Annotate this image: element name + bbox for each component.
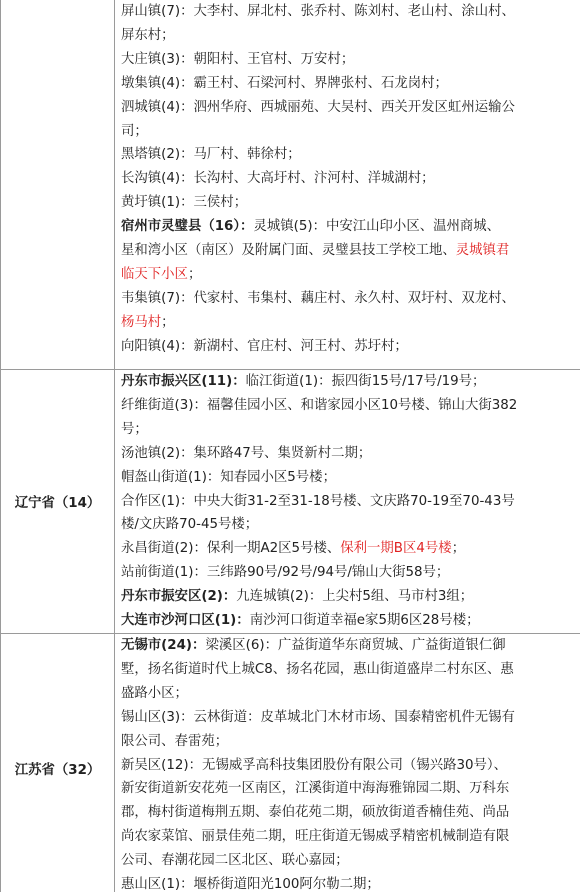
list-item [121, 418, 580, 442]
area-text: 灵城镇(5)：中安江山印小区、温州商城、 [253, 219, 501, 235]
area-text: 屏东村； [121, 27, 175, 43]
list-item [121, 873, 580, 892]
highlighted-area-text: 保利一期B区4号楼 [340, 541, 452, 557]
list-item [121, 0, 580, 24]
table-row [1, 0, 580, 370]
area-text: 锡山区(3)：云林街道：皮革城北门木材市场、国泰精密机件无锡有 [121, 709, 515, 725]
list-item [121, 335, 580, 359]
area-text: 站前街道(1)：三纬路90号/92号/94号/锦山大街58号； [121, 565, 450, 581]
area-text: 向阳镇(4)：新湖村、官庄村、河王村、苏圩村； [121, 338, 408, 354]
area-text: ； [161, 314, 175, 330]
list-item [121, 72, 580, 96]
list-item [121, 96, 580, 120]
city-heading: 丹东市振兴区(11)： [121, 374, 246, 389]
province-cell: 辽宁省（14） [1, 370, 115, 634]
area-text: 临江街道(1)：振四街15号/17号/19号； [245, 374, 486, 389]
area-text: 合作区(1)：中央大街31-2至31-18号楼、文庆路70-19至70-43号 [121, 493, 515, 509]
area-text: 永昌街道(2)：保利一期A2区5号楼、 [121, 541, 341, 557]
list-item [121, 849, 580, 873]
highlighted-area-text: 杨马村 [121, 314, 162, 330]
list-item [121, 263, 580, 287]
area-text: 楼/文庆路70-45号楼； [121, 517, 259, 533]
list-item [121, 442, 580, 466]
area-text: 大庄镇(3)：朝阳村、王官村、万安村； [121, 51, 355, 67]
area-text: 帽盔山街道(1)：知春园小区5号楼； [121, 469, 336, 485]
area-text: 新安街道新安花苑一区南区，江溪街道中海海雅锦园二期、万科东 [121, 781, 510, 797]
list-item [121, 777, 580, 801]
area-text: ； [451, 541, 466, 557]
list-item [121, 730, 580, 754]
table-body [1, 0, 580, 892]
area-text: 屏山镇(7)：大李村、屏北村、张乔村、陈刘村、老山村、涂山村、 [121, 4, 515, 19]
list-item [121, 167, 580, 191]
district-list-cell [115, 0, 580, 370]
highlighted-area-text: 临天下小区 [121, 266, 188, 282]
district-list-cell [115, 633, 580, 892]
area-text: 公司、春潮花园二区北区、联心嘉园； [121, 853, 349, 869]
table-row [1, 633, 580, 892]
city-heading: 宿州市灵璧县（16）： [121, 219, 254, 235]
list-item [121, 490, 580, 514]
list-item [121, 658, 580, 682]
area-text: 号； [121, 421, 148, 437]
list-item [121, 24, 580, 48]
area-text: 黑塔镇(2)：马厂村、韩徐村； [121, 147, 301, 163]
list-item [121, 801, 580, 825]
list-item [121, 370, 580, 394]
list-item [121, 754, 580, 778]
district-list-cell [115, 370, 580, 634]
list-item [121, 706, 580, 730]
city-heading: 无锡市(24)： [121, 637, 206, 653]
list-item [121, 561, 580, 585]
area-text: 黄圩镇(1)：三侯村； [121, 195, 248, 211]
list-item [121, 513, 580, 537]
list-item [121, 466, 580, 490]
area-text: 尚农家菜馆、丽景佳苑二期，旺庄街道无锡威孚精密机械制造有限 [121, 829, 510, 845]
province-cell [1, 0, 115, 370]
table-row [1, 370, 580, 634]
area-text: 汤池镇(2)：集环路47号、集贤新村二期； [121, 445, 372, 461]
list-item [121, 215, 580, 239]
list-item [121, 609, 580, 633]
list-item [121, 825, 580, 849]
list-item [121, 311, 580, 335]
list-item [121, 239, 580, 263]
city-heading: 丹东市振安区(2)： [121, 589, 237, 605]
city-heading: 大连市沙河口区(1)： [121, 613, 250, 629]
list-item [121, 634, 580, 658]
area-text: 司； [121, 123, 148, 139]
area-text: 墅，扬名街道时代上城C8、扬名花园，惠山街道盛岸二村东区、惠 [121, 661, 514, 677]
area-text: 星和湾小区（南区）及附属门面、灵璧县技工学校工地、 [121, 243, 456, 259]
list-item [121, 191, 580, 215]
area-text: 墩集镇(4)：霸王村、石梁河村、界牌张村、石龙岗村； [121, 75, 448, 91]
list-item [121, 394, 580, 418]
area-text: 九连城镇(2)：上尖村5组、马市村3组； [236, 589, 474, 605]
area-text: 郡，梅村街道梅荆五期、泰伯花苑二期，硕放街道香楠佳苑、尚品 [121, 805, 510, 821]
area-text: 韦集镇(7)：代家村、韦集村、藕庄村、永久村、双圩村、双龙村、 [121, 290, 515, 306]
list-item [121, 585, 580, 609]
highlighted-area-text: 灵城镇君 [455, 243, 510, 259]
area-text: 泗城镇(4)：泗州华府、西城丽苑、大吴村、西关开发区虹州运输公 [121, 99, 515, 115]
list-item [121, 287, 580, 311]
area-text: 南沙河口街道幸福e家5期6区28号楼； [249, 613, 480, 629]
list-item [121, 537, 580, 561]
list-item [121, 120, 580, 144]
list-item [121, 682, 580, 706]
area-text: 新吴区(12)：无锡威孚高科技集团股份有限公司（锡兴路30号）、 [121, 757, 507, 773]
area-text: 惠山区(1)：堰桥街道阳光100阿尔勒二期； [121, 877, 380, 892]
area-text: ； [187, 266, 202, 282]
area-text: 纤维街道(3)：福馨佳园小区、和谐家园小区10号楼、锦山大街382 [121, 397, 518, 413]
area-text: 限公司、春雷苑； [121, 733, 229, 749]
area-text: 梁溪区(6)：广益街道华东商贸城、广益街道银仁御 [205, 637, 506, 653]
list-item [121, 143, 580, 167]
area-text: 长沟镇(4)：长沟村、大高圩村、汴河村、洋城湖村； [121, 171, 435, 187]
list-item [121, 48, 580, 72]
area-text: 盛路小区； [121, 685, 188, 701]
province-cell: 江苏省（32） [1, 633, 115, 892]
